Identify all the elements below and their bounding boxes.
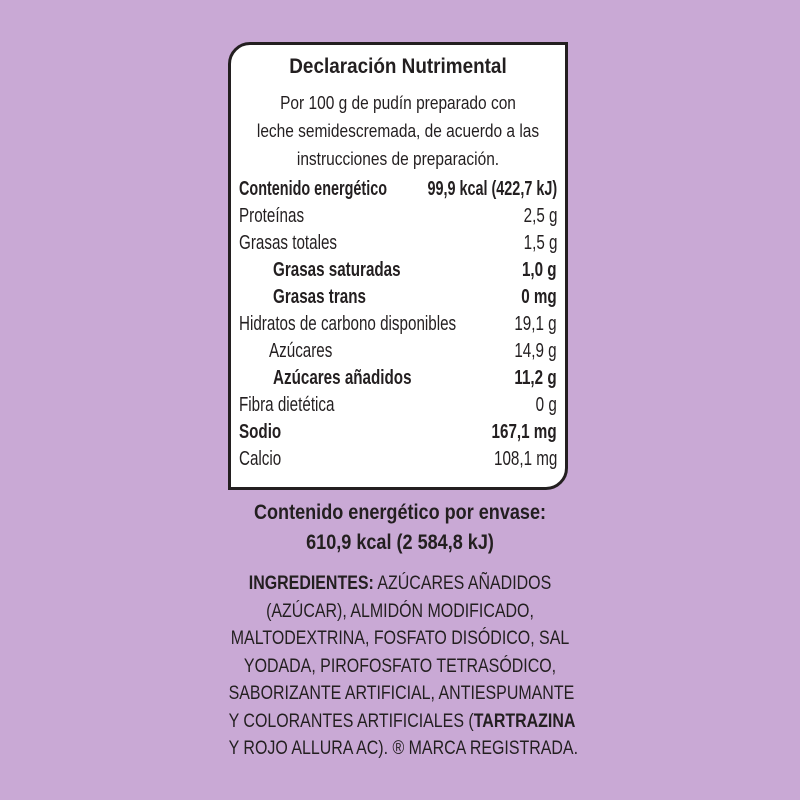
nutrient-label: Sodio — [239, 421, 282, 443]
nutrient-label: Calcio — [239, 448, 282, 470]
serving-line: leche semidescremada, de acuerdo a las — [256, 121, 540, 141]
nutrient-label: Grasas saturadas — [273, 259, 401, 281]
nutrient-row-dietary-fiber — [239, 392, 557, 419]
nutrient-label: Fibra dietética — [239, 394, 335, 416]
nutrient-row-calcium — [239, 446, 557, 473]
nutrient-label: Grasas trans — [273, 286, 366, 308]
nutrient-row-added-sugars — [239, 365, 557, 392]
ingredients-line: (AZÚCAR), ALMIDÓN MODIFICADO, — [266, 600, 534, 622]
ingredients-line — [228, 708, 576, 736]
nutrition-facts-panel — [228, 42, 568, 490]
nutrient-label: Contenido energético — [239, 178, 388, 200]
nutrient-row-trans-fat — [239, 284, 557, 311]
nutrient-value: 167,1 mg — [491, 421, 557, 443]
nutrient-value: 19,1 g — [514, 313, 557, 335]
ingredients-text: AZÚCARES AÑADIDOS — [377, 573, 552, 594]
nutrient-row-proteins — [239, 203, 557, 230]
panel-title: Declaración Nutrimental — [289, 55, 507, 78]
ingredients-line: YODADA, PIROFOSFATO TETRASÓDICO, — [243, 655, 557, 677]
energy-per-package-label: Contenido energético por envase: — [253, 501, 547, 524]
ingredients-line — [229, 570, 572, 598]
nutrient-label: Proteínas — [239, 205, 305, 227]
nutrient-label: Grasas totales — [239, 232, 338, 254]
ingredients-line: MALTODEXTRINA, FOSFATO DISÓDICO, SAL — [230, 628, 570, 649]
nutrient-value: 0 mg — [521, 286, 557, 308]
ingredients-heading: INGREDIENTES: — [248, 573, 374, 594]
energy-per-package-value: 610,9 kcal (2 584,8 kJ) — [306, 531, 494, 554]
nutrient-row-total-fat — [239, 230, 557, 257]
serving-line: instrucciones de preparación. — [296, 149, 500, 169]
nutrient-row-saturated-fat — [239, 257, 557, 284]
nutrient-row-carbohydrates — [239, 311, 557, 338]
serving-line: Por 100 g de pudín preparado con — [280, 93, 516, 113]
nutrient-value: 108,1 mg — [493, 448, 557, 470]
nutrient-row-energy — [239, 176, 557, 203]
nutrient-value: 0 g — [535, 394, 557, 416]
nutrient-label: Azúcares añadidos — [273, 367, 412, 389]
nutrient-value: 1,0 g — [522, 259, 557, 281]
nutrient-value: 1,5 g — [523, 232, 557, 254]
nutrient-label: Azúcares — [269, 340, 333, 362]
ingredients-line: Y ROJO ALLURA AC). ® MARCA REGISTRADA. — [228, 738, 579, 759]
ingredients-highlight: TARTRAZINA — [473, 710, 576, 732]
nutrient-label: Hidratos de carbono disponibles — [239, 313, 457, 335]
nutrient-row-sodium — [239, 419, 557, 446]
ingredients-list — [228, 570, 579, 763]
serving-description — [256, 89, 540, 173]
energy-per-package — [228, 498, 572, 558]
nutrient-value: 2,5 g — [523, 205, 557, 227]
ingredients-line: SABORIZANTE ARTIFICIAL, ANTIESPUMANTE — [228, 683, 575, 704]
nutrient-table — [239, 176, 557, 473]
nutrient-row-sugars — [239, 338, 557, 365]
nutrient-value: 14,9 g — [514, 340, 557, 362]
nutrient-value: 99,9 kcal (422,7 kJ) — [427, 178, 557, 200]
ingredients-text: Y COLORANTES ARTIFICIALES ( — [228, 710, 474, 732]
nutrient-value: 11,2 g — [514, 367, 557, 389]
